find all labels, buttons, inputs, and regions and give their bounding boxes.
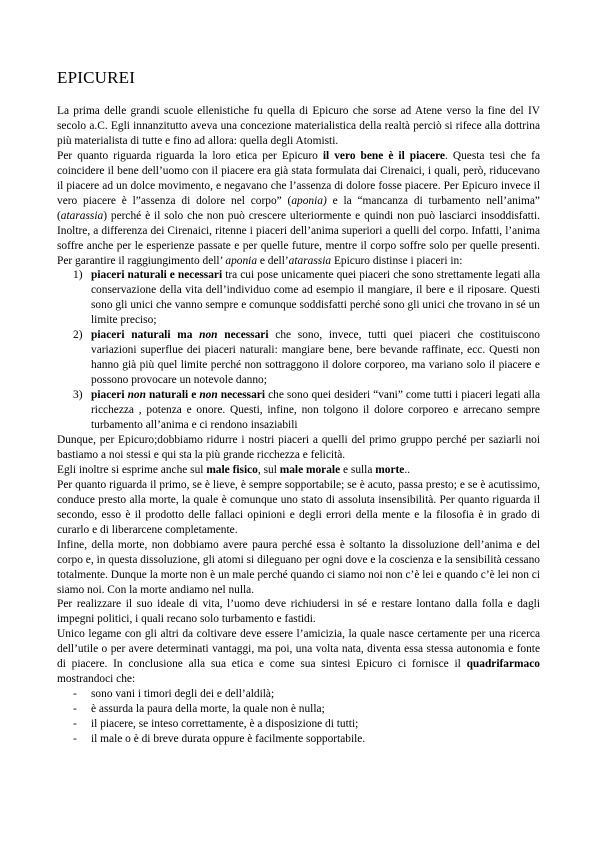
conclusion-paragraph: Dunque, per Epicuro;dobbiamo ridurre i nostri piaceri a quelli del primo gruppo perché per saziarli noi bastiamo a noi stessi e qui sta la più grande ricchezza e felicità. bbox=[57, 433, 540, 461]
bold-text: piaceri naturali ma bbox=[91, 329, 200, 342]
text-span: .. bbox=[404, 463, 411, 476]
pleasures-list bbox=[57, 268, 540, 432]
list-dash: - bbox=[73, 688, 77, 701]
document-page bbox=[57, 68, 540, 747]
text-span: Egli inoltre si esprime anche sul bbox=[57, 463, 207, 476]
text-span: e dell’ bbox=[257, 254, 289, 267]
italic-text: aponia bbox=[225, 254, 258, 267]
text-span: e la “mancanza di turbamento nell’anima” ( bbox=[57, 194, 540, 222]
ethics-paragraph bbox=[57, 149, 540, 269]
text-span: Unico legame con gli altri da coltivare deve essere l’amicizia, la quale nasce certamente per una ricerca dell’utile o per avere determinati vantaggi, ma poi, una volta nata, diventa essa stessa autonomia e fonte di piacere. In conclusione alla sua etica e come sua sintesi Epicuro ci fornisce il bbox=[57, 628, 540, 671]
list-item-text: sono vani i timori degli dei e dell’aldilà; bbox=[91, 688, 275, 701]
physical-evil-paragraph: Per quanto riguarda il primo, se è lieve, è sempre sopportabile; se è acuto, passa presto; e se è acutissimo, conduce presto alla morte, la quale è comunque uno stato di assoluta insensibilità. Per quanto riguarda il secondo, esso è il prodotto delle fallaci opinioni e degli errori della mente e la filosofia è in grado di curarlo e di liberarcene completamente. bbox=[57, 478, 540, 536]
bold-text: piaceri bbox=[91, 389, 128, 402]
list-item bbox=[57, 687, 540, 702]
bold-text: morte bbox=[375, 463, 405, 476]
list-item bbox=[57, 702, 540, 717]
intro-paragraph: La prima delle grandi scuole ellenistiche fu quella di Epicuro che sorse ad Atene verso la fine del IV secolo a.C. Egli innanzitutto aveva una concezione materialistica della realtà perciò si rifece alla dottrina più materialista di tutte e fino ad allora: quella degli Atomisti. bbox=[57, 105, 540, 147]
bold-text: male fisico bbox=[206, 463, 258, 476]
friendship-paragraph bbox=[57, 627, 540, 687]
bold-text: il vero bene è il piacere bbox=[322, 149, 445, 162]
bold-text: male morale bbox=[279, 463, 341, 476]
bold-text: necessari bbox=[217, 329, 269, 342]
text-span: mostrandoci che: bbox=[57, 673, 136, 686]
bold-text: necessari bbox=[217, 389, 266, 402]
ideal-life-paragraph: Per realizzare il suo ideale di vita, l’uomo deve richiudersi in sé e restare lontano dalla folla e dagli impegni politici, i quali recano solo turbamento e fastidi. bbox=[57, 598, 540, 626]
list-item bbox=[57, 268, 540, 328]
italic-text: aponia) bbox=[291, 194, 327, 207]
bold-text: piaceri naturali e necessari bbox=[91, 269, 223, 282]
text-span: Epicuro distinse i piaceri in: bbox=[331, 254, 463, 267]
list-number: 2) bbox=[73, 329, 83, 342]
death-paragraph: Infine, della morte, non dobbiamo avere paura perché essa è soltanto la dissoluzione dell’anima e del corpo e, in questa dissoluzione, gli atomi si dileguano per ogni dove e la coscienza e la sensibilità cessano totalmente. Dunque la morte non è un male perché quando ci siamo noi non c’è lei e quando c’è lei non ci siamo noi. Con la morte andiamo nel nulla. bbox=[57, 538, 540, 596]
bold-text: naturali e bbox=[145, 389, 200, 402]
list-item-text: è assurda la paura della morte, la quale non è nulla; bbox=[91, 703, 325, 716]
text-span: tra cui pose unicamente quei piaceri che sono strettamente legati alla conservazione della vita dell’individuo come ad esempio il mangiare, il bere e il riposare. Questi sono gli unici che vanno sempre e comunque soddisfatti perché sono gli unici che trovano in sé un limite preciso; bbox=[91, 269, 540, 327]
bold-italic-text: non bbox=[199, 329, 218, 342]
italic-text: atarassia bbox=[288, 254, 332, 267]
list-item bbox=[57, 732, 540, 747]
page-title: EPICUREI bbox=[57, 68, 136, 87]
text-span: e sulla bbox=[340, 463, 376, 476]
list-item-text: il male o è di breve durata oppure è facilmente sopportabile. bbox=[91, 733, 366, 746]
list-item bbox=[57, 717, 540, 732]
list-dash: - bbox=[73, 703, 77, 716]
bold-text: quadrifarmaco bbox=[466, 658, 540, 671]
text-span: che sono, invece, tutti quei piaceri che costituiscono variazioni superflue dei piaceri naturali: mangiare bene, bere bevande raffinate, ecc. Questi non hanno già più quel limite perché non sottraggono il dolore corporeo, ma variano solo il piacere e possono provocare un notevole danno; bbox=[91, 329, 540, 387]
bold-italic-text: non bbox=[199, 389, 218, 402]
text-span: , sul bbox=[257, 463, 280, 476]
list-number: 1) bbox=[73, 269, 83, 282]
list-number: 3) bbox=[73, 389, 83, 402]
italic-text: atarassia bbox=[60, 209, 104, 222]
bold-italic-text: non bbox=[127, 389, 146, 402]
list-item-text: il piacere, se inteso correttamente, è a disposizione di tutti; bbox=[91, 718, 359, 731]
text-span: . Questa tesi che fa coincidere il bene dell’uomo con il piacere era già stata formulata dai Cirenaici, i quali, però, riducevano il piacere ad un dolce movimento, e negavano che l’assenza di dolore fosse piacere. Per Epicuro invece il vero piacere è l”assenza di dolore nel corpo” ( bbox=[57, 149, 540, 207]
list-item bbox=[57, 388, 540, 433]
quadrifarmaco-list bbox=[57, 687, 540, 747]
text-span: Per quanto riguarda riguarda la loro etica per Epicuro bbox=[57, 149, 323, 162]
list-item bbox=[57, 328, 540, 388]
text-span: ) perché è il solo che non può crescere ulteriormente e quindi non può lasciarci insoddisfatti. Inoltre, a differenza dei Cirenaici, ritenne i piaceri dell’anima superiori a quelli del corpo. Infatti, l’anima soffre anche per le esperienze passate e per quelle future, mentre il corpo soffre solo per quelle presenti. Per garantire il raggiungimento dell’ bbox=[57, 209, 540, 267]
list-dash: - bbox=[73, 733, 77, 746]
list-dash: - bbox=[73, 718, 77, 731]
text-span: che sono quei desideri “vani” come tutti i piaceri legati alla ricchezza , potenza e onore. Questi, infine, non tolgono il dolore corporeo e arrecano sempre turbamento all’anima e ci rendono insaziabili bbox=[91, 389, 541, 432]
evils-paragraph bbox=[57, 463, 540, 478]
